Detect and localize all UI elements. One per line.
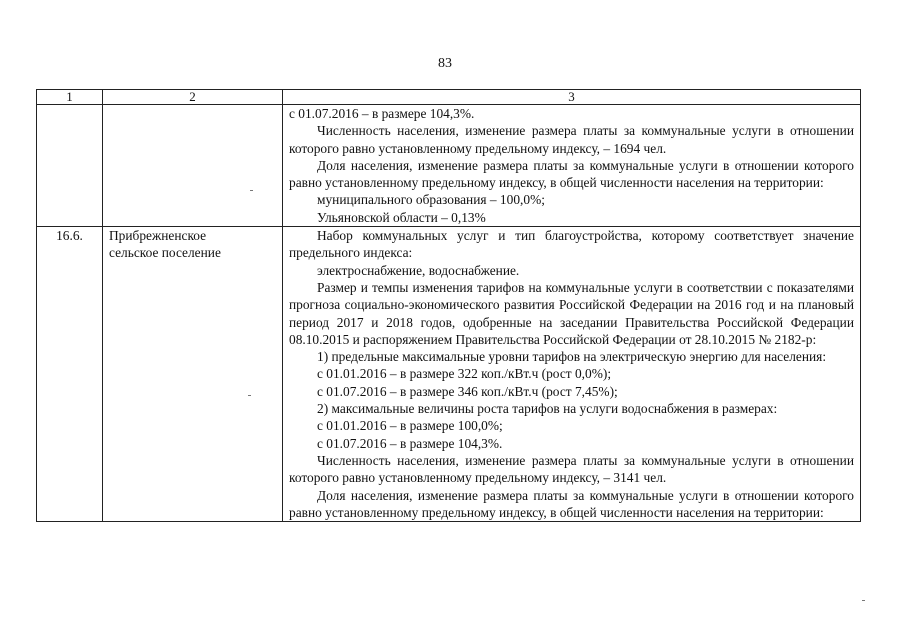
table-row — [37, 227, 861, 522]
paragraph: с 01.07.2016 – в размере 104,3%. — [289, 106, 475, 121]
header-col-2: 2 — [103, 90, 283, 105]
scan-artifact — [248, 395, 251, 396]
table-header-row — [37, 90, 861, 105]
paragraph: с 01.07.2016 – в размере 104,3%. — [317, 435, 503, 451]
tariff-table — [36, 89, 861, 522]
row-number — [37, 105, 103, 227]
settlement-name — [103, 227, 283, 522]
row-number: 16.6. — [37, 227, 103, 522]
paragraph: Численность населения, изменение размера платы за коммунальные услуги в отношении которого равно установленному предельному индексу, – 1694 чел. — [289, 123, 854, 156]
paragraph: Размер и темпы изменения тарифов на коммунальные услуги в соответствии с показателями прогноза социально-экономического развития Российской Федерации на 2016 год и на плановый период 2017 и 2018 годов, одобренные на заседании Правительства Российской Федерации 08.10.2015 и распоряжением Правительства Российской Федерации от 28.10.2015 № 2182-р: — [289, 279, 854, 347]
scan-artifact — [250, 190, 253, 191]
paragraph: Доля населения, изменение размера платы за коммунальные услуги в отношении которого равно установленному предельному индексу, в общей численности населения на территории: — [289, 157, 854, 191]
paragraph: Доля населения, изменение размера платы за коммунальные услуги в отношении которого равно установленному предельному индексу, в общей численности населения на территории: — [289, 487, 854, 520]
paragraph: электроснабжение, водоснабжение. — [317, 262, 520, 278]
paragraph: 1) предельные максимальные уровни тарифов на электрическую энергию для населения: — [317, 349, 827, 365]
header-col-3: 3 — [283, 90, 861, 105]
row-description — [283, 105, 861, 227]
header-col-1: 1 — [37, 90, 103, 105]
paragraph: с 01.01.2016 – в размере 322 коп./кВт.ч (рост 0,0%); — [317, 366, 612, 382]
paragraph: 2) максимальные величины роста тарифов на услуги водоснабжения в размерах: — [317, 401, 778, 417]
page-number: 83 — [438, 56, 452, 71]
settlement-name-line: сельское поселение — [109, 245, 221, 261]
row-description — [283, 227, 861, 522]
settlement-name-line: Прибрежненское — [109, 228, 207, 244]
paragraph: Набор коммунальных услуг и тип благоустройства, которому соответствует значение предельного индекса: — [289, 228, 854, 261]
paragraph: муниципального образования – 100,0%; — [317, 192, 545, 208]
paragraph: с 01.07.2016 – в размере 346 коп./кВт.ч (рост 7,45%); — [317, 383, 618, 399]
table-row — [37, 105, 861, 227]
paragraph: Ульяновской области – 0,13% — [317, 209, 486, 225]
settlement-name — [103, 105, 283, 227]
scan-artifact — [862, 600, 865, 601]
paragraph: Численность населения, изменение размера платы за коммунальные услуги в отношении которого равно установленному предельному индексу, – 3141 чел. — [289, 452, 854, 486]
paragraph: с 01.01.2016 – в размере 100,0%; — [317, 418, 503, 434]
